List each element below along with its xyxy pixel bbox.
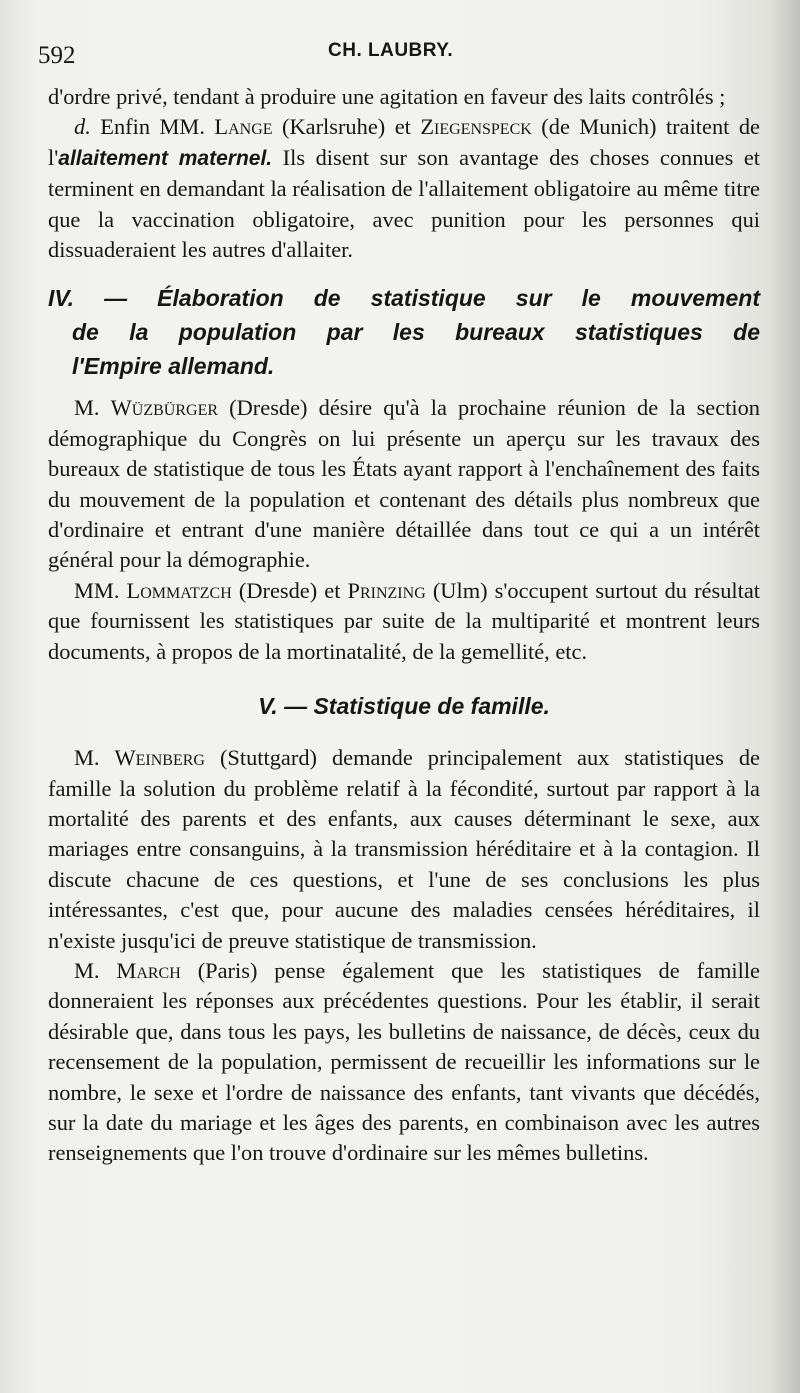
page-number: 592	[38, 42, 76, 69]
author-name: Lange	[214, 114, 273, 140]
text-run: M.	[74, 957, 117, 983]
page-edge-shadow	[770, 0, 800, 1393]
text-run: (Stuttgard) demande principalement aux statistiques de famille la solution du problème relatif à la fécondité, surtout par rapport à la mortalité des parents et des enfants, aux causes déterminant le sexe, aux mariages entre consanguins, à la transmission héréditaire et à la contagion. Il discute chacune de ces questions, et l'une de ses conclusions les plus intéressantes, c'est que, pour aucune des maladies censées héréditaires, il n'existe jusqu'ici de preuve statistique de transmission.	[48, 745, 760, 953]
author-name: Wüzbürger	[110, 395, 219, 421]
text-run: M.	[74, 745, 115, 771]
text-run: M.	[74, 395, 111, 421]
author-name: Ziegenspeck	[420, 114, 532, 140]
paragraph-weinberg	[48, 743, 760, 956]
paragraph-lommatzch	[48, 576, 760, 667]
section-heading-v: V. — Statistique de famille.	[258, 693, 550, 720]
running-head: CH. LAUBRY.	[328, 40, 454, 61]
paragraph-march	[48, 956, 760, 1169]
item-label: d.	[74, 114, 91, 140]
text-run: (Karlsruhe) et	[272, 114, 421, 140]
author-name: Weinberg	[114, 745, 205, 771]
paragraph-continuation: d'ordre privé, tendant à produire une agitation en faveur des laits contrôlés ;	[48, 84, 726, 109]
author-name: Prinzing	[347, 577, 426, 603]
author-name: Lommatzch	[126, 577, 232, 603]
paragraph-d	[48, 112, 760, 265]
text-run: (Dresde) désire qu'à la prochaine réunion de la section démographique du Congrès on lui présente un aperçu sur les travaux des bureaux de statistique de tous les États ayant rapport à l'enchaînement des faits du mouvement de la population et contenant des détails plus nombreux que d'ordinaire et entrant d'une manière détaillée dans tout ce qui a un intérêt général pour la démographie.	[48, 395, 760, 573]
text-run: Ils disent sur son avantage des choses connues et terminent en demandant la réalisation de l'allaitement obligatoire au même titre que la vaccination obligatoire, avec punition pour les personnes qui dissuaderaient les autres d'allaiter.	[48, 144, 760, 263]
text-run: (Ulm) s'occupent surtout du résultat que fournissent les statistiques par suite de la multiparité et montrent leurs documents, à propos de la mortinatalité, de la gemellité, etc.	[48, 577, 760, 664]
text-run: (Paris) pense également que les statistiques de famille donneraient les réponses aux précédentes questions. Pour les établir, il serait désirable que, dans tous les pays, les bulletins de naissance, de décès, ceux du recensement de la population, permissent de recueillir les informations sur le nombre, le sexe et l'ordre de naissance des enfants, tant vivants que décédés, sur la date du mariage et les âges des parents, en combinaison avec les autres renseignements que l'on trouve d'ordinaire sur les mêmes bulletins.	[48, 957, 760, 1166]
emphasis-term: allaitement maternel.	[58, 146, 273, 170]
text-run: (de Munich) traitent de l'	[48, 114, 760, 170]
heading-line: l'Empire allemand.	[72, 353, 275, 380]
body-text	[48, 82, 760, 1169]
paragraph-wuzburger	[48, 393, 760, 575]
heading-line: IV. — Élaboration de statistique sur le mouvement	[48, 285, 760, 312]
page-header	[38, 38, 764, 72]
section-heading-iv	[48, 281, 760, 383]
text-run: MM.	[74, 577, 127, 603]
text-run: Enfin MM.	[90, 114, 215, 140]
heading-line: de la population par les bureaux statistiques de	[72, 319, 760, 346]
text-run: (Dresde) et	[231, 577, 348, 603]
author-name: March	[116, 957, 181, 983]
